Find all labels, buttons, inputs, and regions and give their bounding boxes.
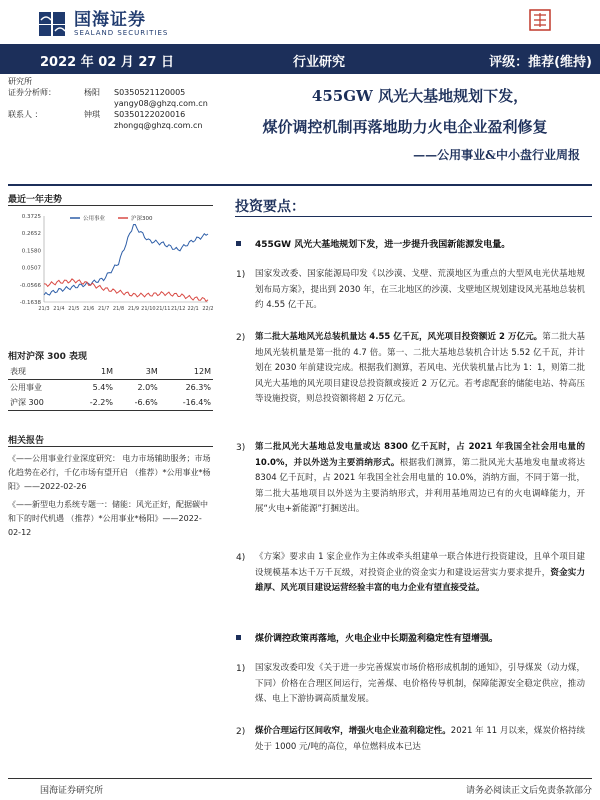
trend-title: 最近一年走势 [8, 195, 63, 205]
trend-chart [8, 210, 213, 315]
series-line-0 [44, 225, 208, 296]
logo [38, 6, 168, 42]
paragraph-6-text: 2021 年 11 月以来，煤炭价格持续处于 1000 元/吨的高位，单位燃料成本已达 [255, 726, 585, 752]
x-tick-label: 21/9 [127, 306, 140, 312]
x-tick-label: 21/10 [141, 306, 156, 312]
trend-rule [8, 205, 213, 206]
list-item[interactable]: 《——公用事业行业深度研究： 电力市场辅助服务；市场化趋势在必行，千亿市场有望开启 （推荐）*公用事业*杨阳》——2022-02-26 [8, 454, 211, 491]
report-category: 行业研究 [293, 55, 346, 70]
x-tick-label: 21/11 [156, 306, 171, 312]
point-heading-2: 煤价调控政策再落地，火电企业中长期盈利稳定性有望增强。 [255, 634, 499, 644]
report-title-line1: 455GW 风光大基地规划下发， [311, 87, 529, 105]
legend-label: 沪深300 [131, 216, 153, 222]
y-tick-label: 0.2652 [21, 231, 41, 238]
report-subtitle: ——公用事业&中小盘行业周报 [413, 148, 580, 162]
report-rating: 评级：推荐(维持) [489, 55, 592, 70]
footer-left: 国海证券研究所 [40, 786, 104, 796]
key-points-rule [235, 216, 592, 217]
contact-label: 联系人 ： [8, 110, 43, 119]
table-row [8, 395, 213, 411]
x-tick-label: 22/2 [202, 306, 213, 312]
analyst-info [8, 76, 208, 131]
table-header: 表现 [8, 364, 70, 380]
x-tick-label: 21/8 [112, 306, 125, 312]
item-number: 3) [236, 443, 246, 453]
header-bar [0, 44, 600, 74]
table-cell: 沪深 300 [10, 398, 44, 407]
table-header: 1M [70, 364, 115, 380]
item-number: 1) [236, 664, 246, 674]
report-date: 2022 年 02 月 27 日 [40, 55, 174, 70]
y-tick-label: -0.0566 [19, 282, 41, 289]
logo-subtext: SEALAND SECURITIES [74, 28, 169, 37]
contact-cert: S0350122020016 [114, 110, 186, 119]
x-tick-label: 21/4 [53, 306, 65, 312]
analyst-email[interactable]: yangy08@ghzq.com.cn [114, 99, 208, 108]
x-tick-label: 21/7 [98, 306, 110, 312]
researcher-label: 研究所 [8, 77, 32, 86]
table-cell: -16.4% [182, 398, 211, 407]
paragraph-4 [255, 550, 585, 597]
point-heading-1: 455GW 风光大基地规划下发，进一步提升我国新能源发电量。 [255, 240, 511, 250]
logo-text: 国海证券 [74, 9, 146, 30]
table-header: 12M [160, 364, 213, 380]
paragraph-2-bold: 第二批大基地风光总装机量达 4.55 亿千瓦，风光项目投资额近 2 万亿元。 [255, 332, 543, 342]
paragraph-4-text: 《方案》要求由 1 家企业作为主体或牵头组建单一联合体进行投资建设，且单个项目建设规模基本达千万千瓦级，对投资企业的资金实力和建设运营实力要求提升， [255, 552, 585, 578]
y-tick-label: 0.0507 [21, 265, 41, 272]
paragraph-1: 国家发改委、国家能源局印发《以沙漠、戈壁、荒漠地区为重点的大型风电光伏基地规划布局方案》，提出到 2030 年，在三北地区的沙漠、戈壁地区规划建设风光基地总装机约 4.55 亿千瓦。 [255, 269, 585, 310]
footer-right: 请务必阅读正文后免责条款部分 [465, 786, 592, 796]
x-tick-label: 21/5 [68, 306, 80, 312]
paragraph-3 [255, 440, 585, 518]
analyst-label: 证券分析师： [8, 88, 56, 97]
paragraph-6-bold: 煤价合理运行区间收窄，增强火电企业盈利稳定性。 [255, 726, 451, 736]
paragraph-5: 国家发改委印发《关于进一步完善煤炭市场价格形成机制的通知》，引导煤炭（动力煤，下同）价格在合理区间运行，完善煤、电价格传导机制，保障能源安全稳定供应，推动煤、电上下游协调高质量发展。 [255, 663, 585, 704]
item-number: 2) [236, 333, 246, 343]
table-cell: 公用事业 [10, 383, 42, 392]
contact-name: 钟琪 [84, 110, 100, 119]
table-cell: -6.6% [134, 398, 158, 407]
y-tick-label: -0.1638 [19, 300, 41, 306]
x-tick-label: 21/6 [83, 306, 95, 312]
reports-title: 相关报告 [8, 436, 45, 446]
x-tick-label: 21/3 [38, 306, 50, 312]
paragraph-3-text: 根据我们测算，第二批风光大基地发电量或将达 8304 亿千瓦时，占 2021 年我国全社会用电量的 10.0%，消纳方面，不同于第一批，第二批大基地项目以外送为主要消纳形式，并利用基地周边已有的火电调峰能力，开展“火电+新能源”打捆送出。 [255, 457, 585, 514]
footer-rule [8, 778, 592, 779]
paragraph-4-bold: 资金实力雄厚、风光项目建设运营经验丰富的电力企业有望直接受益。 [255, 567, 585, 593]
table-header-row [8, 364, 213, 380]
trend-chart-svg [8, 210, 213, 315]
table-row [8, 380, 213, 396]
performance-title: 相对沪深 300 表现 [8, 352, 88, 362]
list-item[interactable]: 《——新型电力系统专题一：储能：风光正好，配据碳中和下的时代机遇 （推荐）*公用事业*杨阳》——2022-02-12 [8, 500, 208, 537]
x-tick-label: 21/12 [170, 306, 186, 312]
table-cell: 5.4% [92, 383, 113, 392]
report-title-line2: 煤价调控机制再落地助力火电企业盈利修复 [262, 118, 548, 136]
item-number: 4) [236, 553, 246, 563]
header-divider [8, 184, 592, 186]
item-number: 2) [236, 727, 246, 737]
item-number: 1) [236, 270, 246, 280]
square-bullet-icon [236, 635, 241, 640]
stamp-icon [528, 8, 552, 32]
paragraph-3-bold: 第二批风光大基地总发电量或达 8300 亿千瓦时，占 2021 年我国全社会用电量的 10.0%，并以外送为主要消纳形式。 [255, 442, 585, 468]
x-tick-label: 22/1 [187, 306, 199, 312]
reports-rule [8, 446, 213, 447]
table-header: 3M [115, 364, 160, 380]
square-bullet-icon [236, 241, 241, 246]
analyst-name: 杨阳 [84, 88, 100, 97]
contact-email[interactable]: zhongq@ghzq.com.cn [114, 121, 203, 130]
y-tick-label: 0.3725 [21, 214, 41, 220]
key-points-heading: 投资要点： [235, 199, 305, 215]
paragraph-2-text: 第二批大基地风光装机量是第一批的 4.7 倍。第一、二批大基地总装机合计达 5.52 亿千瓦，并计划在 2030 年前建设完成。根据我们测算，若风电、光伏装机量占比为 1：1，则第二批风光大基地的风光项目建设总投资额或接近 2 万亿元。若考虑配套的储能电站、特高压等设施投资，则总投资额将超 2 万亿元。 [255, 332, 585, 404]
table-cell: 2.0% [137, 383, 158, 392]
reports-list [8, 452, 213, 540]
legend-label: 公用事业 [83, 216, 106, 222]
paragraph-2 [255, 330, 585, 408]
analyst-cert: S0350521120005 [114, 88, 186, 97]
sealand-logo-icon [38, 11, 68, 37]
y-tick-label: 0.1580 [21, 248, 41, 255]
table-cell: 26.3% [185, 383, 211, 392]
paragraph-6 [255, 724, 585, 755]
series-line-1 [44, 279, 208, 302]
table-cell: -2.2% [89, 398, 113, 407]
performance-table [8, 364, 213, 411]
